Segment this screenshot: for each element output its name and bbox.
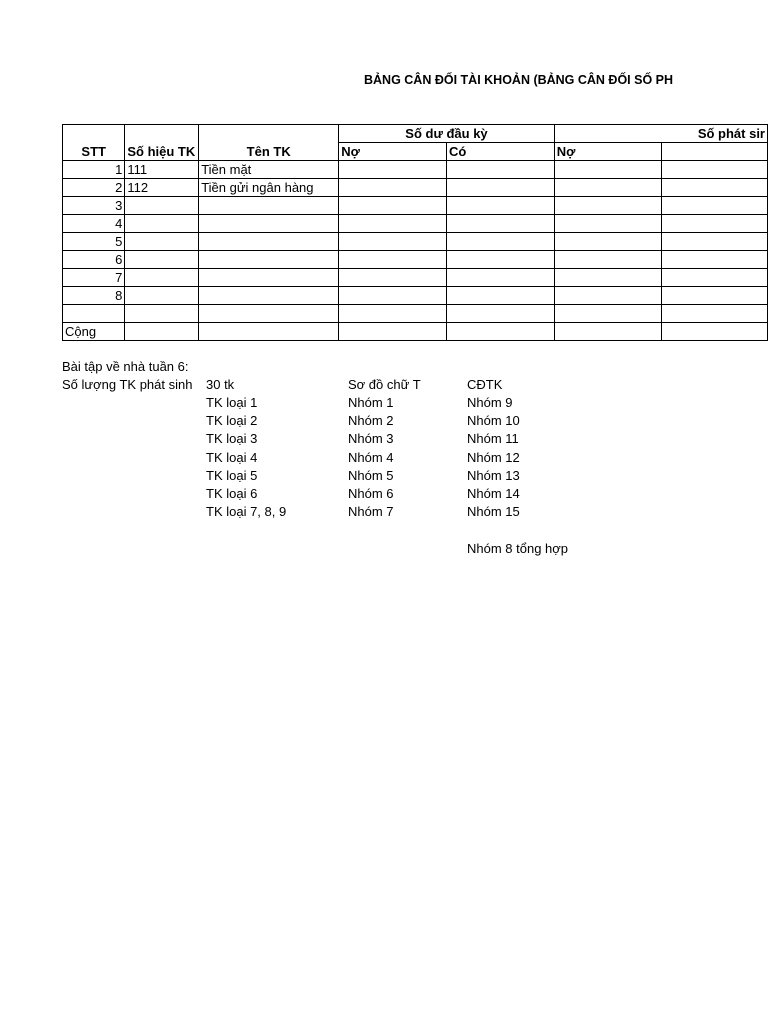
opening-debit-cell[interactable] <box>339 305 447 323</box>
opening-debit-cell[interactable] <box>339 161 447 179</box>
table-row <box>63 161 768 179</box>
account-name-cell[interactable] <box>199 305 339 323</box>
stt-cell[interactable]: 7 <box>63 269 125 287</box>
account-name-cell[interactable] <box>199 197 339 215</box>
account-type-label: TK loại 6 <box>206 486 258 501</box>
activity-credit-cell[interactable] <box>662 305 768 323</box>
account-name-cell[interactable] <box>199 251 339 269</box>
stt-cell[interactable]: 8 <box>63 287 125 305</box>
stt-cell[interactable] <box>63 305 125 323</box>
activity-debit-cell[interactable] <box>554 197 662 215</box>
t-account-group: Nhóm 3 <box>348 431 394 447</box>
activity-credit-cell[interactable] <box>662 251 768 269</box>
opening-balance-header[interactable]: Số dư đầu kỳ <box>339 125 555 143</box>
opening-credit-cell[interactable] <box>447 161 555 179</box>
opening-credit-cell[interactable] <box>447 233 555 251</box>
cdtk-column-header: CĐTK <box>467 377 503 392</box>
account-type-label: TK loại 4 <box>206 449 258 465</box>
opening-credit-cell[interactable] <box>447 305 555 323</box>
t-account-group: Nhóm 2 <box>348 413 394 429</box>
account-name-cell[interactable] <box>199 233 339 251</box>
account-count-value: 30 tk <box>206 377 235 392</box>
account-type-label: TK loại 3 <box>206 431 258 447</box>
stt-cell[interactable]: 3 <box>63 197 125 215</box>
cdtk-group: Nhóm 11 <box>467 431 519 447</box>
group-header-row <box>63 125 768 143</box>
opening-debit-cell[interactable] <box>339 233 447 251</box>
opening-credit-cell[interactable] <box>447 251 555 269</box>
activity-debit-cell[interactable] <box>554 179 662 197</box>
activity-debit-cell[interactable] <box>554 269 662 287</box>
opening-credit-cell[interactable] <box>447 269 555 287</box>
activity-credit-cell[interactable] <box>662 215 768 233</box>
account-number-header[interactable]: Số hiệu TK <box>125 143 199 161</box>
opening-debit-cell[interactable] <box>339 251 447 269</box>
activity-debit-cell[interactable] <box>554 161 662 179</box>
opening-credit-header[interactable]: Có <box>447 143 555 161</box>
stt-cell[interactable]: 5 <box>63 233 125 251</box>
cdtk-group: Nhóm 13 <box>467 467 520 483</box>
homework-heading: Bài tập về nhà tuần 6: <box>62 359 189 374</box>
account-number-cell[interactable]: 111 <box>125 161 199 179</box>
cdtk-group: Nhóm 12 <box>467 449 520 465</box>
activity-debit-cell[interactable] <box>554 215 662 233</box>
cdtk-group: Nhóm 15 <box>467 504 520 520</box>
account-name-cell[interactable] <box>199 215 339 233</box>
t-account-group: Nhóm 6 <box>348 486 394 501</box>
t-account-group: Nhóm 7 <box>348 504 394 520</box>
table-row <box>63 287 768 305</box>
account-name-cell[interactable] <box>199 287 339 305</box>
total-cell[interactable] <box>339 323 447 341</box>
activity-debit-cell[interactable] <box>554 305 662 323</box>
account-name-cell[interactable] <box>199 269 339 287</box>
table-row <box>63 233 768 251</box>
column-header-row <box>63 143 768 161</box>
activity-debit-cell[interactable] <box>554 251 662 269</box>
blank-header-cell <box>199 125 339 143</box>
stt-header[interactable]: STT <box>63 143 125 161</box>
balance-sheet-table-container <box>62 124 768 342</box>
cdtk-group: Nhóm 9 <box>467 395 513 410</box>
opening-credit-cell[interactable] <box>447 215 555 233</box>
opening-debit-cell[interactable] <box>339 179 447 197</box>
opening-credit-cell[interactable] <box>447 197 555 215</box>
activity-credit-cell[interactable] <box>662 233 768 251</box>
cdtk-group: Nhóm 10 <box>467 413 520 429</box>
activity-credit-cell[interactable] <box>662 269 768 287</box>
balance-sheet-table <box>62 124 768 341</box>
account-count-label: Số lượng TK phát sinh <box>62 377 193 392</box>
opening-debit-header[interactable]: Nợ <box>339 143 447 161</box>
opening-credit-cell[interactable] <box>447 179 555 197</box>
activity-debit-cell[interactable] <box>554 287 662 305</box>
activity-credit-cell[interactable] <box>662 161 768 179</box>
total-row <box>63 323 768 341</box>
table-row <box>63 269 768 287</box>
blank-header-cell <box>63 125 125 143</box>
opening-debit-cell[interactable] <box>339 287 447 305</box>
summary-group: Nhóm 8 tổng hợp <box>467 541 569 556</box>
account-number-cell[interactable] <box>125 215 199 233</box>
account-type-label: TK loại 5 <box>206 467 258 483</box>
activity-credit-header[interactable] <box>662 143 768 161</box>
total-cell[interactable] <box>199 323 339 341</box>
table-row <box>63 215 768 233</box>
stt-cell[interactable]: 2 <box>63 179 125 197</box>
t-account-group: Nhóm 5 <box>348 467 394 483</box>
sheet-title: BẢNG CÂN ĐỐI TÀI KHOẢN (BẢNG CÂN ĐỐI SỐ PH <box>364 73 674 87</box>
account-number-cell[interactable]: 112 <box>125 179 199 197</box>
account-name-header[interactable]: Tên TK <box>199 143 339 161</box>
opening-debit-cell[interactable] <box>339 197 447 215</box>
table-row <box>63 251 768 269</box>
total-cell[interactable] <box>125 323 199 341</box>
total-cell[interactable] <box>662 323 768 341</box>
account-number-cell[interactable] <box>125 269 199 287</box>
total-cell[interactable] <box>447 323 555 341</box>
total-label[interactable]: Cộng <box>63 323 125 341</box>
blank-header-cell <box>125 125 199 143</box>
t-account-column-header: Sơ đồ chữ T <box>348 377 421 392</box>
stt-cell[interactable]: 4 <box>63 215 125 233</box>
account-type-label: TK loại 1 <box>206 395 258 410</box>
table-row <box>63 305 768 323</box>
stt-cell[interactable]: 6 <box>63 251 125 269</box>
opening-debit-cell[interactable] <box>339 215 447 233</box>
activity-debit-cell[interactable] <box>554 233 662 251</box>
total-cell[interactable] <box>554 323 662 341</box>
activity-credit-cell[interactable] <box>662 179 768 197</box>
opening-credit-cell[interactable] <box>447 287 555 305</box>
cdtk-group: Nhóm 14 <box>467 486 520 501</box>
account-number-cell[interactable] <box>125 287 199 305</box>
period-activity-header[interactable]: Số phát sir <box>554 125 767 143</box>
t-account-group: Nhóm 4 <box>348 449 394 465</box>
table-row <box>63 179 768 197</box>
account-type-label: TK loại 7, 8, 9 <box>206 504 287 520</box>
t-account-group: Nhóm 1 <box>348 395 394 410</box>
activity-credit-cell[interactable] <box>662 287 768 305</box>
opening-debit-cell[interactable] <box>339 269 447 287</box>
account-number-cell[interactable] <box>125 197 199 215</box>
account-type-label: TK loại 2 <box>206 413 258 429</box>
account-name-cell[interactable]: Tiền mặt <box>199 161 339 179</box>
account-number-cell[interactable] <box>125 233 199 251</box>
account-number-cell[interactable] <box>125 305 199 323</box>
account-number-cell[interactable] <box>125 251 199 269</box>
table-row <box>63 197 768 215</box>
account-name-cell[interactable]: Tiền gửi ngân hàng <box>199 179 339 197</box>
stt-cell[interactable]: 1 <box>63 161 125 179</box>
activity-credit-cell[interactable] <box>662 197 768 215</box>
activity-debit-header[interactable]: Nợ <box>554 143 662 161</box>
